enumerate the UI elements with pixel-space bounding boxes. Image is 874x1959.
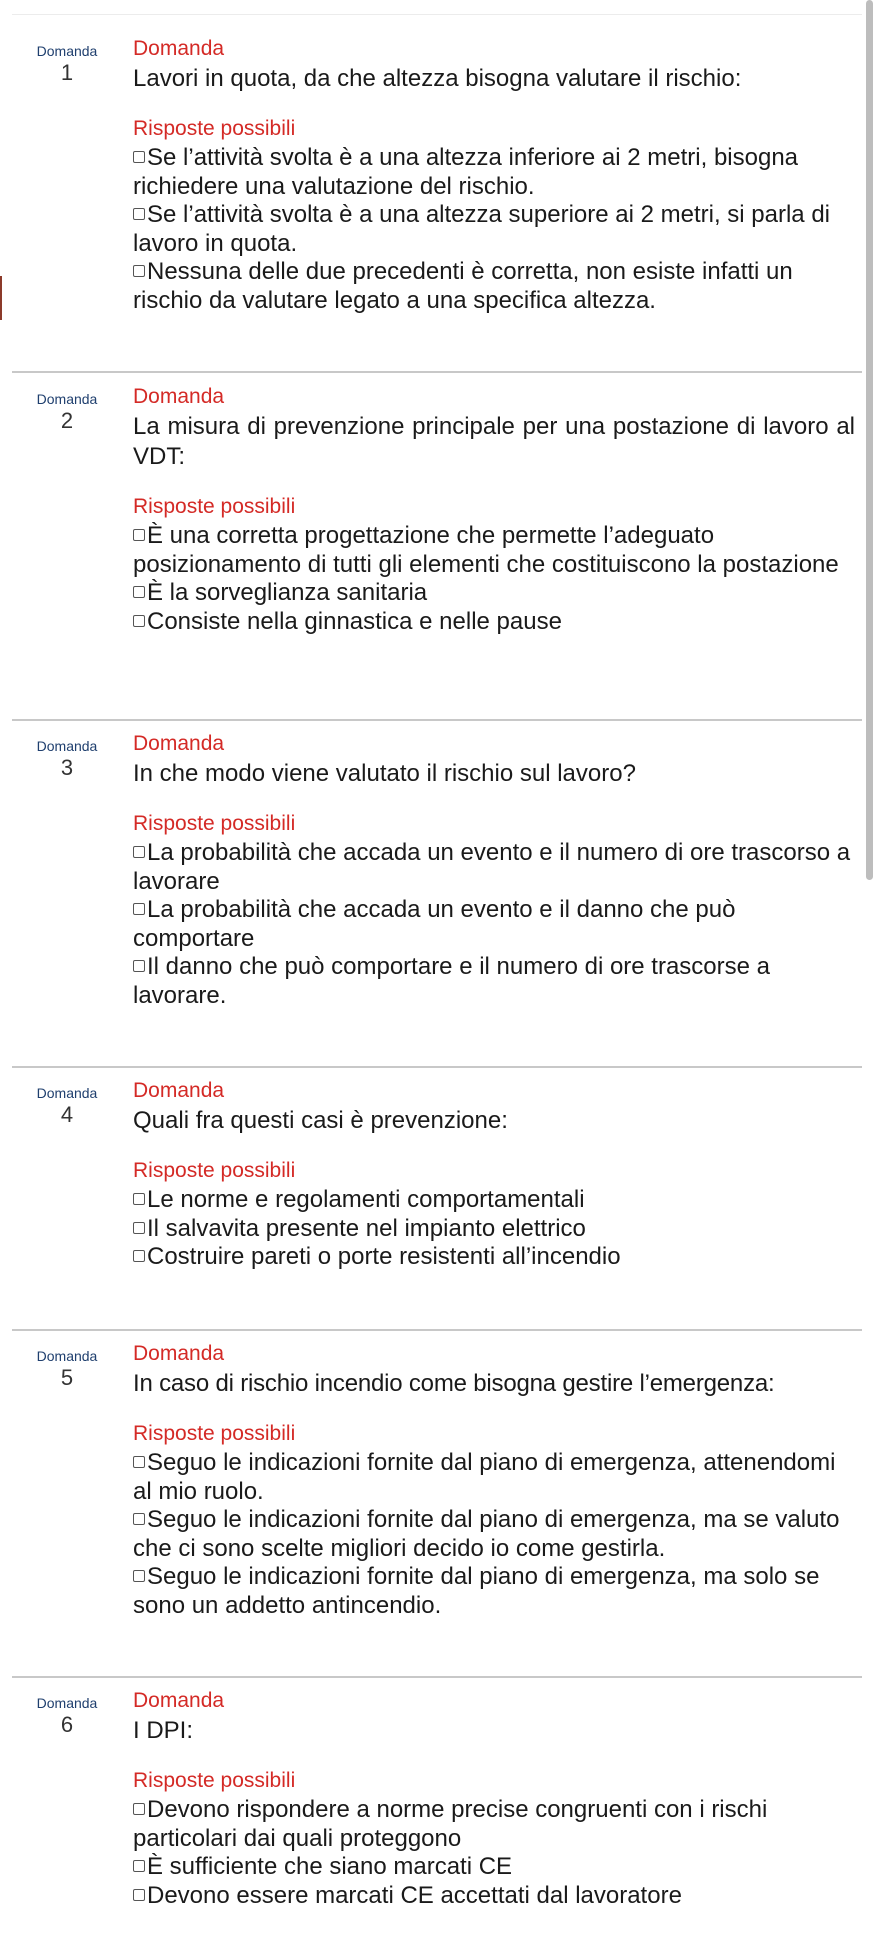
question-label: Domanda [133, 1079, 225, 1102]
question-side-label: Domanda [36, 1695, 98, 1711]
checkbox-icon[interactable] [133, 529, 145, 541]
question-number: 6 [60, 1712, 74, 1737]
checkbox-icon[interactable] [133, 1250, 145, 1262]
question-text: I DPI: [133, 1717, 194, 1744]
answer-list [133, 1796, 855, 1910]
question-text: In che modo viene valutato il rischio sul lavoro? [133, 760, 636, 787]
answers-label: Risposte possibili [133, 1769, 296, 1792]
question-label: Domanda [133, 37, 225, 60]
answer-option[interactable] [133, 1449, 855, 1506]
question-label: Domanda [133, 1342, 225, 1365]
answer-option[interactable] [133, 896, 855, 953]
question-side-column [22, 1341, 112, 1391]
question-number: 3 [60, 755, 74, 780]
answers-label: Risposte possibili [133, 117, 296, 140]
answer-option[interactable] [133, 579, 855, 608]
question-body [133, 36, 855, 315]
question-label: Domanda [133, 732, 225, 755]
question-text: La misura di prevenzione principale per una postazione di lavoro al VDT: [133, 413, 855, 470]
answers-label: Risposte possibili [133, 812, 296, 835]
question-side-column [22, 36, 112, 86]
answer-text: Il salvavita presente nel impianto elettrico [147, 1214, 586, 1242]
answer-text: Nessuna delle due precedenti è corretta, non esiste infatti un rischio da valutare legato a una specifica altezza. [133, 258, 793, 314]
question-side-label: Domanda [36, 1085, 98, 1101]
question-side-label: Domanda [36, 1348, 98, 1364]
answers-label: Risposte possibili [133, 1422, 296, 1445]
question-body [133, 1078, 855, 1272]
question-number: 2 [60, 408, 74, 433]
answer-option[interactable] [133, 1243, 855, 1272]
left-edge-marker [0, 276, 2, 320]
answer-option[interactable] [133, 1186, 855, 1215]
answer-text: È una corretta progettazione che permette l’adeguato posizionamento di tutti gli elementi che costituiscono la postazione [133, 522, 839, 578]
answer-option[interactable] [133, 1563, 855, 1620]
answer-option[interactable] [133, 258, 855, 315]
answer-option[interactable] [133, 608, 855, 637]
answer-text: Consiste nella ginnastica e nelle pause [147, 607, 562, 635]
checkbox-icon[interactable] [133, 1803, 145, 1815]
answer-list [133, 1449, 855, 1620]
checkbox-icon[interactable] [133, 1570, 145, 1582]
answer-option[interactable] [133, 1506, 855, 1563]
answer-option[interactable] [133, 1853, 855, 1882]
answer-list [133, 522, 855, 636]
question-divider [12, 1676, 862, 1678]
question-text: In caso di rischio incendio come bisogna gestire l’emergenza: [133, 1370, 775, 1397]
answer-text: La probabilità che accada un evento e il numero di ore trascorso a lavorare [133, 839, 851, 895]
question-body [133, 731, 855, 1010]
answer-text: Se l’attività svolta è a una altezza superiore ai 2 metri, si parla di lavoro in quota. [133, 201, 831, 257]
answer-option[interactable] [133, 522, 855, 579]
question-side-column [22, 384, 112, 434]
answer-text: Costruire pareti o porte resistenti all’incendio [147, 1243, 621, 1270]
answer-text: Il danno che può comportare e il numero di ore trascorse a lavorare. [133, 953, 771, 1009]
answers-label: Risposte possibili [133, 495, 296, 518]
answer-option[interactable] [133, 839, 855, 896]
question-body [133, 1688, 855, 1910]
question-number: 5 [60, 1365, 74, 1390]
checkbox-icon[interactable] [133, 903, 145, 915]
question-side-column [22, 1078, 112, 1128]
answer-text: La probabilità che accada un evento e il danno che può comportare [133, 896, 736, 952]
answer-list [133, 839, 855, 1010]
checkbox-icon[interactable] [133, 208, 145, 220]
question-number: 1 [60, 60, 74, 85]
question-divider [12, 719, 862, 721]
question-number: 4 [60, 1102, 74, 1127]
checkbox-icon[interactable] [133, 151, 145, 163]
answer-text: Devono rispondere a norme precise congruenti con i rischi particolari dai quali proteggono [133, 1796, 768, 1852]
answer-text: Se l’attività svolta è a una altezza inferiore ai 2 metri, bisogna richiedere una valutazione del rischio. [133, 144, 799, 200]
checkbox-icon[interactable] [133, 846, 145, 858]
question-divider [12, 371, 862, 373]
checkbox-icon[interactable] [133, 615, 145, 627]
answer-text: Le norme e regolamenti comportamentali [147, 1186, 585, 1213]
answer-text: È la sorveglianza sanitaria [147, 579, 428, 606]
answer-list [133, 1186, 855, 1272]
answer-text: È sufficiente che siano marcati CE [147, 1853, 513, 1880]
checkbox-icon[interactable] [133, 1222, 145, 1234]
answer-text: Seguo le indicazioni fornite dal piano di emergenza, attenendomi al mio ruolo. [133, 1449, 836, 1505]
checkbox-icon[interactable] [133, 586, 145, 598]
checkbox-icon[interactable] [133, 1889, 145, 1901]
question-divider [12, 1329, 862, 1331]
question-text: Lavori in quota, da che altezza bisogna valutare il rischio: [133, 65, 742, 92]
answer-option[interactable] [133, 201, 855, 258]
answer-option[interactable] [133, 953, 855, 1010]
checkbox-icon[interactable] [133, 1193, 145, 1205]
checkbox-icon[interactable] [133, 1456, 145, 1468]
question-divider [12, 1066, 862, 1068]
question-label: Domanda [133, 1689, 225, 1712]
checkbox-icon[interactable] [133, 265, 145, 277]
answer-text: Seguo le indicazioni fornite dal piano di emergenza, ma solo se sono un addetto antincendio. [133, 1563, 820, 1619]
question-text: Quali fra questi casi è prevenzione: [133, 1107, 508, 1134]
answer-text: Devono essere marcati CE accettati dal lavoratore [147, 1881, 682, 1909]
answer-option[interactable] [133, 1796, 855, 1853]
answers-label: Risposte possibili [133, 1159, 296, 1182]
answer-list [133, 144, 855, 315]
checkbox-icon[interactable] [133, 1513, 145, 1525]
question-side-label: Domanda [36, 391, 98, 407]
question-side-label: Domanda [36, 738, 98, 754]
question-side-column [22, 1688, 112, 1738]
answer-text: Seguo le indicazioni fornite dal piano di emergenza, ma se valuto che ci sono scelte migliori decido io come gestirla. [133, 1506, 840, 1562]
question-label: Domanda [133, 385, 225, 408]
answer-option[interactable] [133, 1215, 855, 1244]
top-rule [12, 14, 862, 15]
question-side-label: Domanda [36, 43, 98, 59]
checkbox-icon[interactable] [133, 960, 145, 972]
answer-option[interactable] [133, 144, 855, 201]
checkbox-icon[interactable] [133, 1860, 145, 1872]
answer-option[interactable] [133, 1882, 855, 1911]
question-body [133, 384, 855, 636]
vertical-scrollbar[interactable] [866, 0, 873, 880]
question-side-column [22, 731, 112, 781]
question-body [133, 1341, 855, 1620]
